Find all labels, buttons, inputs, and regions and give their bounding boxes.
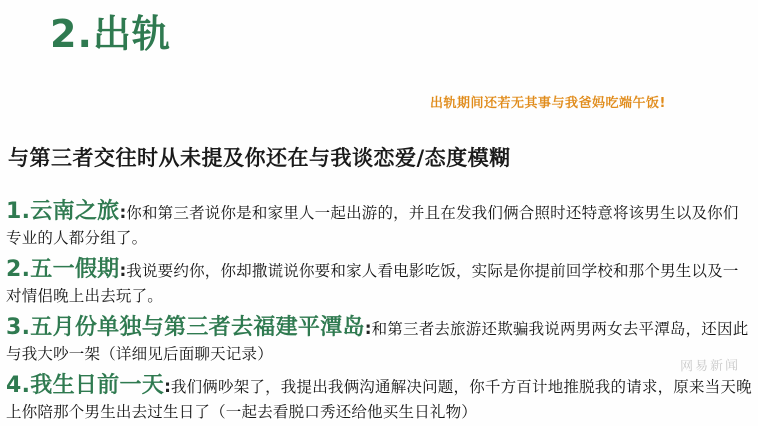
list-item-text: 我们俩吵架了，我提出我俩沟通解决问题，你千方百计地推脱我的请求，原来当天晚上你陪那个男生出去过生日了（一起去看脱口秀还给他买生日礼物）: [6, 377, 752, 422]
list-item-colon: :: [164, 376, 171, 397]
list-item-text: 你和第三者说你是和家里人一起出游的，并且在发我们俩合照时还特意将该男生以及你们专业的人都分组了。: [6, 204, 739, 248]
annotation-note: 出轨期间还若无其事与我爸妈吃端午饭!: [430, 96, 666, 111]
list-item-title: 3.五月份单独与第三者去福建平潭岛: [6, 314, 365, 340]
section-subtitle: 与第三者交往时从未提及你还在与我谈恋爱/态度模糊: [8, 146, 511, 170]
list-item: [6, 312, 754, 366]
list-item-text: 和第三者去旅游还欺骗我说两男两女去平潭岛，还因此与我大吵一架（详细见后面聊天记录）: [6, 319, 749, 364]
list-item-colon: :: [119, 260, 127, 281]
item-list: [6, 196, 754, 426]
list-item-text: 我说要约你，你却撒谎说你要和家人看电影吃饭，实际是你提前回学校和那个男生以及一对情侣晚上出去玩了。: [6, 261, 739, 306]
list-item: [6, 254, 754, 308]
page-title: 2.出轨: [50, 12, 171, 56]
list-item-title: 2.五一假期: [6, 256, 120, 282]
list-item-colon: :: [119, 203, 127, 223]
list-item-title: 4.我生日前一天: [6, 372, 165, 398]
list-item: [6, 370, 754, 424]
list-item-colon: :: [364, 318, 372, 339]
watermark: 网易新闻: [679, 358, 741, 375]
list-item-title: 1.云南之旅: [6, 199, 120, 224]
list-item: [6, 196, 754, 250]
